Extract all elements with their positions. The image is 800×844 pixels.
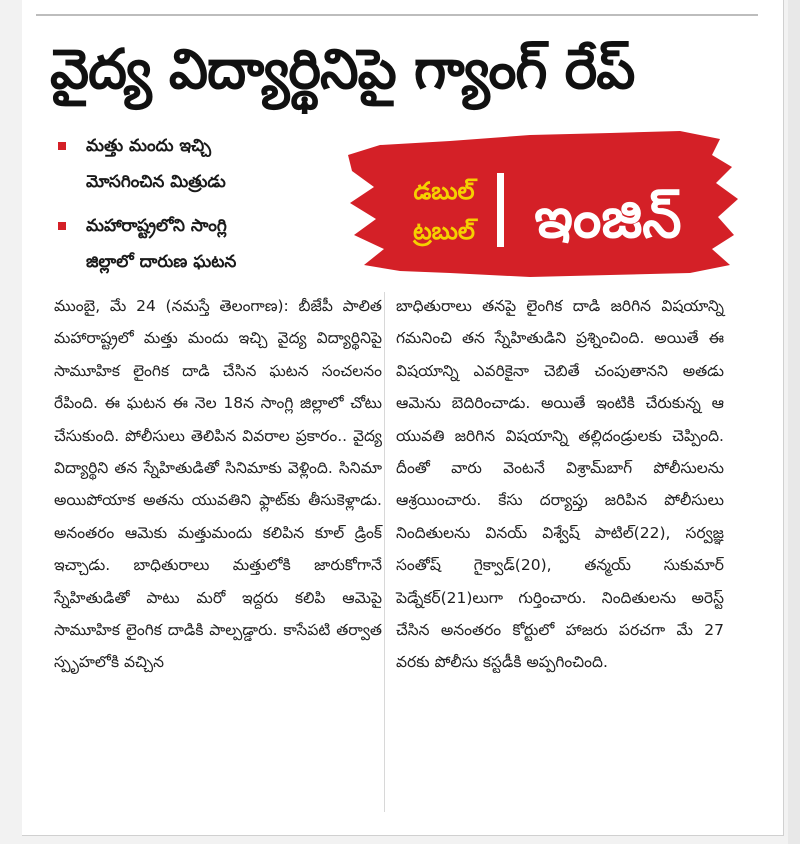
highlight-item [52,128,352,200]
column-divider [384,292,385,812]
logo-divider [497,173,504,247]
logo-text-double: డబుల్ [413,177,475,205]
double-engine-logo [340,125,740,285]
body-paragraph: బాధితురాలు తనపై లైంగిక దాడి జరిగిన విషయాన్ని గమనించి తన స్నేహితుడిని ప్రశ్నించింది. అయితే ఈ విషయాన్ని ఎవరికైనా చెబితే చంపుతానని అతడు ఆమెను బెదిరించాడు. అయితే ఇంటికి చేరుకున్న ఆ యువతి జరిగిన విషయాన్ని తల్లిదండ్రులకు చెప్పింది. దీంతో వారు వెంటనే విశ్రామ్‌బాగ్ పోలీసులను ఆశ్రయించారు. కేసు దర్యాప్తు జరిపిన పోలీసులు నిందితులను వినయ్ విశ్వేష్ పాటిల్(22), సర్వజ్ఞ సంతోష్ గైక్వాడ్(20), తన్మయ్ సుకుమార్ పెడ్నేకర్(21)లుగా గుర్తించారు. నిందితులను అరెస్ట్ చేసిన అనంతరం కోర్టులో హాజరు పరచగా మే 27 వరకు పోలీసు కస్టడీకి అప్పగించింది. [396,297,724,672]
highlight-line: మహారాష్ట్రలోని సాంగ్లి [86,216,227,236]
article-column-left [54,290,382,679]
top-divider [36,14,758,16]
highlight-line: మత్తు మందు ఇచ్చి [86,136,211,156]
highlight-line: జిల్లాలో దారుణ ఘటన [86,252,237,272]
headline: వైద్య విద్యార్థినిపై గ్యాంగ్ రేప్ [50,37,635,101]
highlight-item [52,208,352,280]
page-edge [788,0,800,844]
bullet-square-icon [58,222,66,230]
highlight-line: మోసగించిన మిత్రుడు [86,172,226,192]
logo-text-engine: ఇంజిన్ [534,186,682,251]
body-paragraph: ముంబై, మే 24 (నమస్తే తెలంగాణ): బీజేపీ పాలిత మహారాష్ట్రలో మత్తు మందు ఇచ్చి వైద్య విద్యార్థినిపై సామూహిక లైంగిక దాడి చేసిన ఘటన సంచలనం రేపింది. ఈ ఘటన ఈ నెల 18న సాంగ్లి జిల్లాలో చోటు చేసుకుంది. పోలీసులు తెలిపిన వివరాల ప్రకారం.. వైద్య విద్యార్థిని తన స్నేహితుడితో సినిమాకు వెళ్లింది. సినిమా అయిపోయాక అతను యువతిని ఫ్లాట్‌కు తీసుకెళ్లాడు. అనంతరం ఆమెకు మత్తుమందు కలిపిన కూల్ డ్రింక్ ఇచ్చాడు. బాధితురాలు మత్తులోకి జారుకోగానే స్నేహితుడితో పాటు మరో ఇద్దరు కలిపి ఆమెపై సామూహిక లైంగిక దాడికి పాల్పడ్డారు. కాసేపటి తర్వాత స్పృహలోకి వచ్చిన [54,297,382,672]
bullet-square-icon [58,142,66,150]
highlights-list [52,128,352,288]
article-column-right [396,290,724,679]
brush-stroke-logo-icon [340,125,740,285]
logo-text-trouble: ట్రబుల్ [413,217,475,245]
